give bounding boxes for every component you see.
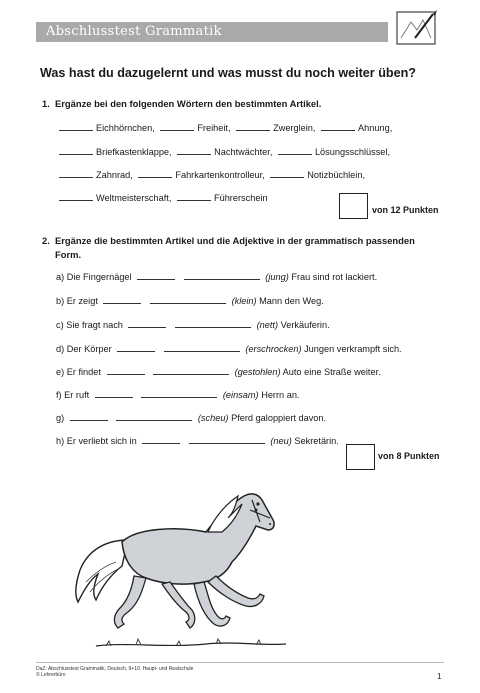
page-number: 1: [437, 672, 442, 681]
task1-row-1: [56, 121, 392, 133]
item-suffix: Jungen verkrampft sich.: [304, 344, 402, 354]
word: Freiheit,: [197, 123, 231, 133]
article-blank[interactable]: [59, 168, 93, 178]
article-blank[interactable]: [236, 121, 270, 131]
item-prefix: b) Er zeigt: [56, 296, 98, 306]
adjective-hint: (nett): [256, 320, 279, 330]
task1-row-2: [56, 145, 390, 157]
task2-number: 2.: [42, 235, 50, 246]
article-blank[interactable]: [70, 411, 108, 421]
word: Lösungsschlüssel,: [314, 147, 391, 157]
item-prefix: c) Sie fragt nach: [56, 320, 123, 330]
task2-instruction-line2: Form.: [55, 249, 82, 260]
item-prefix: e) Er findet: [56, 367, 101, 377]
adjective-blank[interactable]: [175, 318, 251, 328]
adjective-hint: (jung): [265, 272, 289, 282]
article-blank[interactable]: [160, 121, 194, 131]
article-blank[interactable]: [137, 270, 175, 280]
adjective-hint: (klein): [231, 296, 257, 306]
adjective-hint: (neu): [270, 436, 292, 446]
adjective-blank[interactable]: [116, 411, 192, 421]
article-blank[interactable]: [95, 388, 133, 398]
word: Nachtwächter,: [214, 147, 273, 157]
adjective-hint: (einsam): [222, 390, 259, 400]
footer-line-1: DaZ: Abschlusstest Grammatik, Deutsch, 9+10. Haupt- und Realschule: [36, 666, 194, 672]
adjective-blank[interactable]: [164, 342, 240, 352]
adjective-blank[interactable]: [189, 434, 265, 444]
article-blank[interactable]: [128, 318, 166, 328]
adjective-hint: (scheu): [197, 413, 229, 423]
task2-item-b: [56, 294, 324, 306]
task1-row-3: [56, 168, 365, 180]
item-prefix: f) Er ruft: [56, 390, 90, 400]
word: Notizbüchlein,: [307, 170, 365, 180]
adjective-blank[interactable]: [141, 388, 217, 398]
footer-divider: [36, 662, 444, 663]
item-suffix: Auto eine Straße weiter.: [282, 367, 381, 377]
task1-score-box[interactable]: [339, 193, 368, 219]
task2-item-g: [56, 411, 326, 423]
task1-score-label: von 12 Punkten: [372, 205, 439, 215]
task2-item-f: [56, 388, 300, 400]
galloping-horse: [66, 478, 296, 658]
word: Ahnung,: [358, 123, 393, 133]
footer-line-2: © Lehrerbüro: [36, 672, 66, 678]
footer-text: [36, 666, 193, 678]
article-blank[interactable]: [138, 168, 172, 178]
word: Fahrkartenkontrolleur,: [175, 170, 265, 180]
adjective-blank[interactable]: [184, 270, 260, 280]
word: Eichhörnchen,: [96, 123, 155, 133]
task2-score-label: von 8 Punkten: [378, 451, 440, 461]
pencil-paper-icon: [393, 8, 441, 48]
word: Weltmeisterschaft,: [96, 193, 172, 203]
article-blank[interactable]: [142, 434, 180, 444]
item-suffix: Frau sind rot lackiert.: [291, 272, 378, 282]
item-prefix: a) Die Fingernägel: [56, 272, 132, 282]
main-title: Was hast du dazugelernt und was musst du noch weiter üben?: [40, 66, 416, 80]
header-title: Abschlusstest Grammatik: [46, 24, 222, 39]
word: Zahnrad,: [96, 170, 133, 180]
task1-instruction: Ergänze bei den folgenden Wörtern den bestimmten Artikel.: [55, 98, 322, 109]
article-blank[interactable]: [270, 168, 304, 178]
item-suffix: Verkäuferin.: [280, 320, 330, 330]
task1-row-4: [56, 191, 268, 203]
item-suffix: Herrn an.: [261, 390, 300, 400]
task2-instruction-line1: Ergänze die bestimmten Artikel und die Adjektive in der grammatisch passenden: [55, 235, 415, 246]
article-blank[interactable]: [278, 145, 312, 155]
word: Führerschein: [213, 193, 268, 203]
task2-score-box[interactable]: [346, 444, 375, 470]
adjective-blank[interactable]: [150, 294, 226, 304]
article-blank[interactable]: [59, 145, 93, 155]
adjective-hint: (erschrocken): [245, 344, 302, 354]
article-blank[interactable]: [321, 121, 355, 131]
article-blank[interactable]: [59, 191, 93, 201]
article-blank[interactable]: [177, 191, 211, 201]
item-prefix: g): [56, 413, 65, 423]
item-prefix: h) Er verliebt sich in: [56, 436, 137, 446]
task2-item-a: [56, 270, 377, 282]
item-suffix: Pferd galoppiert davon.: [231, 413, 327, 423]
header-bar: [36, 22, 388, 42]
article-blank[interactable]: [117, 342, 155, 352]
task2-item-e: [56, 365, 381, 377]
article-blank[interactable]: [103, 294, 141, 304]
adjective-hint: (gestohlen): [234, 367, 281, 377]
item-prefix: d) Der Körper: [56, 344, 112, 354]
word: Briefkastenklappe,: [96, 147, 172, 157]
article-blank[interactable]: [59, 121, 93, 131]
task2-item-h: [56, 434, 339, 446]
task2-item-d: [56, 342, 402, 354]
item-suffix: Mann den Weg.: [259, 296, 324, 306]
adjective-blank[interactable]: [153, 365, 229, 375]
task1-number: 1.: [42, 98, 50, 109]
item-suffix: Sekretärin.: [294, 436, 339, 446]
word: Zwerglein,: [273, 123, 316, 133]
article-blank[interactable]: [107, 365, 145, 375]
article-blank[interactable]: [177, 145, 211, 155]
task2-item-c: [56, 318, 330, 330]
